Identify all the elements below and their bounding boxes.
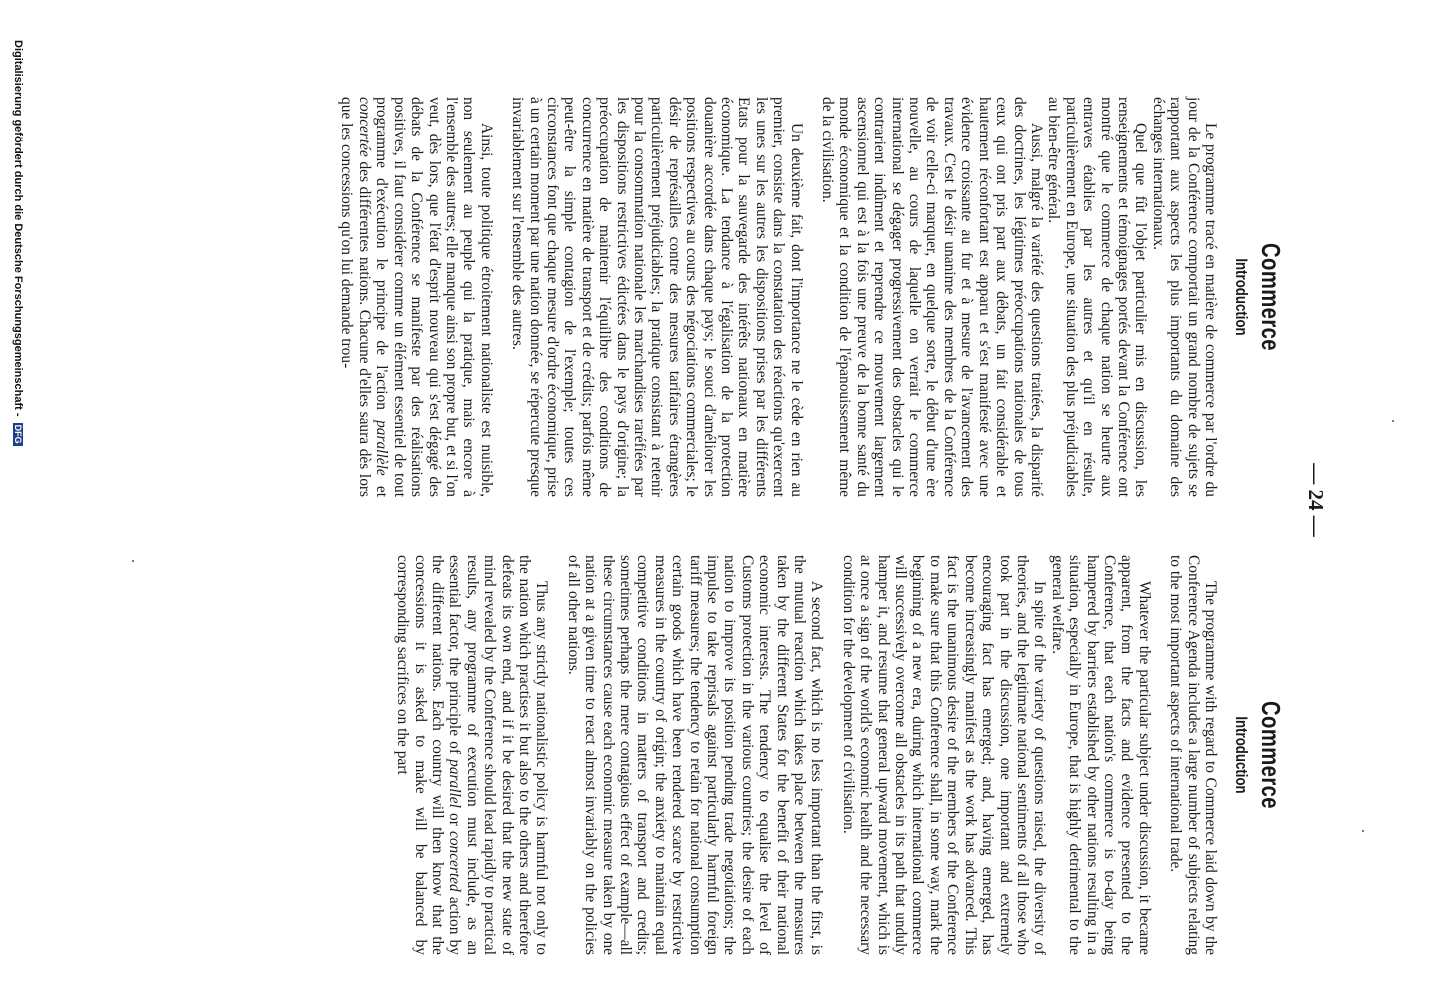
english-p5-text-b: or: [446, 807, 464, 831]
english-p5-text-a: Thus any strictly nationalistic policy is harmful not only to the nation which practises it but also to the others and therefore defeats its own end, and if it be desired that the new state of mind revealed by the Conference should lead rapidly to practical results, any programme of execution must include, as an essential factor, the principle of: [446, 555, 551, 955]
french-p5-text-c: des différentes nations. Chacune d'elles saura dès lors que les concessions qu'on lui demande trou-: [338, 97, 373, 497]
french-paragraph-5: [338, 97, 495, 497]
dfg-logo: DFG: [12, 424, 23, 444]
english-paragraph-2: Whatever the particular subject under discussion, it became apparent, from the facts and evidence presented to the Conference, that each nation's commerce is to-day being hampered by barriers established by other nations resulting in a situation, especially in Europe, that is highly detrimental to the general welfare.: [1048, 555, 1153, 955]
page-number: — 24 —: [1304, 463, 1328, 537]
english-column: [394, 555, 1286, 955]
english-p5-emphasis-1: parallel: [446, 759, 464, 808]
english-p5-emphasis-2: concerted: [446, 831, 464, 892]
french-title: Commerce: [1256, 243, 1286, 351]
english-paragraph-3: In spite of the variety of questions raised, the diversity of theories, and the legitimate national sentiments of all those who took part in the discussion, one important and extremely encouraging fact has emerged; and, having emerged, has become increasingly manifest as the work has advanced. This fact is the unanimous desire of the members of the Conference to make sure that this Conference shall, in some way, mark the beginning of a new era, during which international commerce will successively overcome all obstacles in its path that unduly hamper it, and resume that general upward movement, which is at once a sign of the world's economic health and the necessary condition for the development of civilisation.: [839, 555, 1049, 955]
digitization-credit-text: Digitalisierung gefördert durch die Deutsche Forschungsgemeinschaft -: [12, 40, 24, 417]
scan-speck: [132, 560, 134, 562]
french-p5-emphasis-2: concertée: [355, 97, 373, 157]
french-subtitle: Introduction: [1232, 258, 1251, 336]
english-subtitle: Introduction: [1232, 716, 1251, 794]
french-p5-text-b: et: [373, 475, 391, 497]
french-paragraph-1: Le programme tracé en matière de commerce par l'ordre du jour de la Conférence comportait un grand nombre de sujets se rapportant aux aspects les plus importants du domaine des échanges internationaux.: [1149, 97, 1219, 497]
english-paragraph-1: The programme with regard to Commerce laid down by the Conference Agenda includes a large number of subjects relating to the most important aspects of international trade.: [1167, 555, 1219, 955]
english-paragraph-4: A second fact, which is no less important than the first, is the mutual reaction which takes place between the measures taken by the different States for the benefit of their national economic interests. The tendency to equalise the level of Customs protection in the various countries; the desire of each nation to improve its position pending trade negotiations; the impulse to take reprisals against particularly harmful foreign tariff measures; the tendency to retain for national consumption certain goods which have been rendered scarce by restrictive measures in the country of origin; the anxiety to maintain equal competitive conditions in matters of transport and credits; sometimes perhaps the mere contagious effect of example—all these circumstances cause each economic measure taken by one nation at a given time to react almost invariably on the policies of all other nations.: [564, 555, 826, 955]
french-p5-emphasis-1: parallèle: [373, 420, 391, 476]
english-title: Commerce: [1256, 701, 1286, 809]
digitization-credit: [12, 40, 24, 446]
english-paragraph-5: [394, 555, 551, 955]
french-column: [338, 97, 1286, 497]
french-paragraph-4: Un deuxième fait, dont l'importance ne le cède en rien au premier, consiste dans la constatation des réactions qu'exercent les unes sur les autres les dispositions prises par les différents Etats pour la sauvegarde des intérêts nationaux en matière économique. La tendance à l'égalisation de la protection douanière accordée dans chaque pays; le souci d'améliorer les positions respectives au cours des négociations commerciales; le désir de représailles contre des mesures tarifaires étrangères particulièrement préjudiciables; la pratique consistant à retenir pour la consommation nationale les marchandises raréfiées par les dispositions restrictives édictées dans le pays d'origine; la préoccupation de maintenir l'équilibre des conditions de concurrence en matière de transport et de crédits; parfois même peut-être la simple contagion de l'exemple; toutes ces circonstances font que chaque mesure d'ordre économique, prise à un certain moment par une nation donnée, se répercute presque invariablement sur l'ensemble des autres.: [509, 97, 805, 497]
french-paragraph-3: Aussi, malgré la variété des questions traitées, la disparité des doctrines, les légitimes préoccupations nationales de tous ceux qui ont pris part aux débats, un fait considérable et hautement réconfortant est apparu et s'est manifesté avec une évidence croissante au fur et à mesure de l'avancement des travaux. C'est le désir unanime des membres de la Conférence de voir celle-ci marquer, en quelque sorte, le début d'une ère nouvelle, au cours de laquelle on verrait le commerce international se dégager progressivement des obstacles qui le contrarient indûment et reprendre ce mouvement largement ascensionnel qui est à la fois une preuve de la bonne santé du monde économique et la condition de l'épanouissement même de la civilisation.: [819, 97, 1045, 497]
scan-speck: [1362, 830, 1364, 832]
french-p5-text-a: Ainsi, toute politique étroitement nationaliste est nuisible, non seulement au peuple qui la pratique, mais encore à l'ensemble des autres; elle manque ainsi son propre but, et si l'on veut, dès lors, que l'état d'esprit nouveau qui s'est dégagé des débats de la Conférence se manifeste par des réalisations positives, il faut considérer comme un élément essentiel de tout programme d'exécution le principe de l'action: [373, 97, 495, 497]
scan-speck: [1392, 420, 1394, 422]
french-paragraph-2: Quel que fût l'objet particulier mis en discussion, les renseignements et témoignages portés devant la Conférence ont montré que le commerce de chaque nation se heurte aux entraves établies par les autres et qu'il en résulte, particulièrement en Europe, une situation des plus préjudiciables au bien-être général.: [1045, 97, 1150, 497]
english-p5-text-c: action by the different nations. Each country will then know that the concessions it is asked to make will be balanced by corresponding sacrifices on the part: [394, 555, 464, 955]
